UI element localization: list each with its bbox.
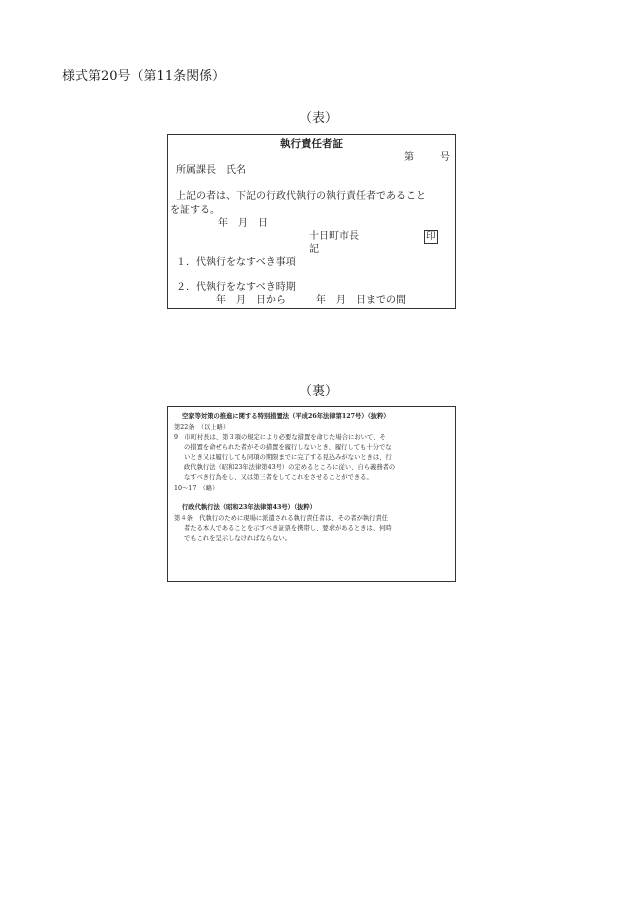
article-22: 第22条 （以上略） [174, 424, 230, 431]
paragraph-9-line-2: の措置を命ぜられた者がその措置を履行しないとき、履行しても十分でな [184, 444, 392, 451]
statement-line-1: 上記の者は、下記の行政代執行の執行責任者であること [176, 191, 426, 202]
form-number-title: 様式第20号（第11条関係） [62, 69, 226, 84]
execution-period-range: 年 月 日から 年 月 日までの間 [216, 295, 406, 306]
mayor-signature: 十日町市長 [309, 231, 359, 242]
article-4-line-1: 第４条 代執行のために現場に派遣される執行責任者は、その者が執行責任 [174, 515, 389, 522]
item-execution-matter: １．代執行をなすべき事項 [176, 257, 296, 268]
paragraph-9-line-1: 9 市町村長は、第３項の規定により必要な措置を命じた場合において、そ [174, 434, 386, 441]
certificate-number-label: 第 [404, 152, 414, 163]
paragraph-9-line-4: 政代執行法（昭和23年法律第43号）の定めるところに従い、自ら義務者の [184, 464, 396, 471]
law2-title: 行政代執行法（昭和23年法律第43号）（抜粋） [182, 504, 317, 511]
issue-date: 年 月 日 [218, 218, 268, 229]
item-execution-period: ２．代執行をなすべき時期 [176, 282, 296, 293]
law1-title: 空家等対策の推進に関する特別措置法（平成26年法律第127号）（抜粋） [182, 413, 390, 420]
certificate-back-card [167, 406, 456, 582]
paragraph-9-line-5: なすべき行為をし、又は第三者をしてこれをさせることができる。 [184, 474, 373, 481]
seal-mark: 印 [426, 231, 436, 242]
ki-heading: 記 [309, 244, 319, 255]
paragraph-10-17: 10～17 （略） [174, 485, 219, 492]
front-side-label: （表） [299, 111, 339, 126]
department-name-line: 所属課長 氏名 [176, 165, 246, 176]
paragraph-9-line-3: いとき又は履行しても同項の期限までに完了する見込みがないときは、行 [184, 454, 392, 461]
article-4-line-3: でもこれを呈示しなければならない。 [184, 535, 292, 542]
certificate-title: 執行責任者証 [280, 138, 343, 150]
certificate-front-card [167, 134, 456, 309]
back-side-label: （裏） [299, 384, 339, 399]
article-4-line-2: 者たる本人であることを示すべき証票を携帯し、要求があるときは、何時 [184, 525, 392, 532]
certificate-number-suffix: 号 [440, 152, 450, 163]
statement-line-2: を証する。 [170, 205, 220, 216]
